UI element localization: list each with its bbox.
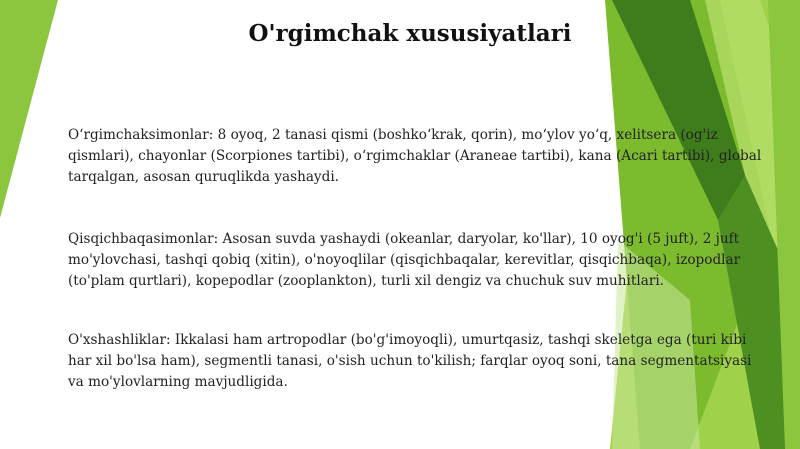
- slide-title: O'rgimchak xususiyatlari: [248, 20, 572, 47]
- paragraph-crustaceans: Qisqichbaqasimonlar: Asosan suvda yashaydi (okeanlar, daryolar, ko'llar), 10 oyog'i (5 juft), 2 juft mo'ylovchasi, tashqi qobiq (xitin), o'noyoqlilar (qisqichbaqalar, kerevitlar, qisqichbaqa), izopodlar (to'plam qurtlari), kopepodlar (zooplankton), turli xil dengiz va chuchuk suv muhitlari.: [68, 231, 741, 289]
- paragraph-similarities: O'xshashliklar: Ikkalasi ham artropodlar (bo'g'imoyoqli), umurtqasiz, tashqi skeletga ega (turi kibi har xil bo'lsa ham), segmentli tanasi, o'sish uchun to'kilish; farqlar oyoq soni, tana segmentatsiyasi va mo'ylovlarning mavjudligida.: [68, 332, 752, 390]
- paragraph-arachnids: O‘rgimchaksimonlar: 8 oyoq, 2 tanasi qismi (boshko‘krak, qorin), mo‘ylov yo‘q, xelitsera (og'iz qismlari), chayonlar (Scorpiones tartibi), o‘rgimchaklar (Araneae tartibi), kana (Acari tartibi), global tarqalgan, asosan quruqlikda yashaydi.: [68, 127, 762, 185]
- left-green-band: [0, 0, 58, 218]
